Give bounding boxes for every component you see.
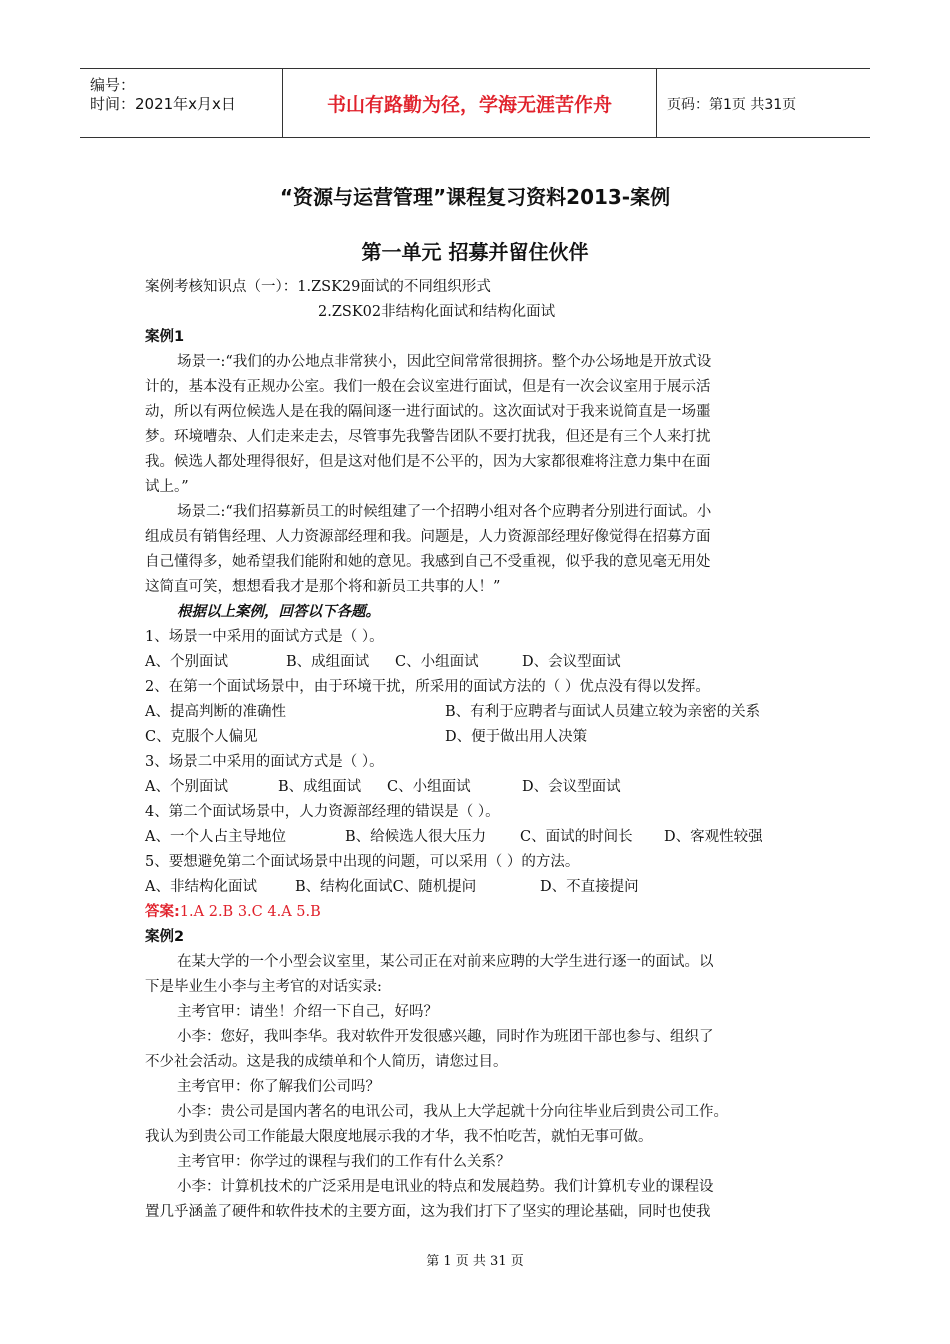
q2-option-c: C、克服个人偏见 bbox=[145, 729, 258, 745]
knowledge-point-line-2: 2.ZSK02非结构化面试和结构化面试 bbox=[318, 304, 556, 320]
document-title: “资源与运营管理”课程复习资料2013-案例 bbox=[279, 185, 671, 209]
case1-line: 自己懂得多，她希望我们能附和她的意见。我感到自己不受重视，似乎我的意见毫无用处 bbox=[145, 554, 711, 570]
q1-option-b: B、成组面试 bbox=[286, 654, 370, 670]
case2-line: 置几乎涵盖了硬件和软件技术的主要方面，这为我们打下了坚实的理论基础，同时也使我 bbox=[145, 1204, 711, 1220]
case2-line: 下是毕业生小李与主考官的对话实录: bbox=[145, 979, 382, 995]
motto: 书山有路勤为径，学海无涯苦作舟 bbox=[326, 94, 612, 116]
page-footer: 第 1 页 共 31 页 bbox=[426, 1254, 524, 1269]
instruction: 根据以上案例，回答以下各题。 bbox=[177, 604, 380, 620]
case1-line: 组成员有销售经理、人力资源部经理和我。问题是，人力资源部经理好像觉得在招募方面 bbox=[145, 529, 711, 545]
question-3: 3、场景二中采用的面试方式是（ ）。 bbox=[145, 754, 384, 770]
case2-line: 小李：计算机技术的广泛采用是电讯业的特点和发展趋势。我们计算机专业的课程设 bbox=[177, 1179, 714, 1195]
q4-option-b: B、给候选人很大压力 bbox=[345, 829, 487, 845]
case1-line: 我。候选人都处理得很好，但是这对他们是不公平的，因为大家都很难将注意力集中在面 bbox=[145, 454, 711, 470]
case2-heading: 案例2 bbox=[145, 929, 185, 945]
question-5: 5、要想避免第二个面试场景中出现的问题，可以采用（ ）的方法。 bbox=[145, 854, 580, 870]
q2-option-d: D、便于做出用人决策 bbox=[445, 729, 588, 745]
case1-line: 场景二:“我们招募新员工的时候组建了一个招聘小组对各个应聘者分别进行面试。小 bbox=[177, 504, 712, 520]
case1-line: 场景一:“我们的办公地点非常狭小，因此空间常常很拥挤。整个办公场地是开放式设 bbox=[177, 354, 712, 370]
page-info: 页码：第1页 共31页 bbox=[667, 97, 797, 113]
answer-line bbox=[145, 902, 321, 922]
case2-line: 我认为到贵公司工作能最大限度地展示我的才华，我不怕吃苦，就怕无事可做。 bbox=[145, 1129, 653, 1145]
case2-line: 主考官甲：请坐！介绍一下自己，好吗？ bbox=[177, 1004, 438, 1020]
case2-line: 主考官甲：你了解我们公司吗？ bbox=[177, 1079, 380, 1095]
page-header bbox=[80, 68, 870, 138]
case1-line: 这简直可笑，想想看我才是那个将和新员工共事的人！” bbox=[145, 579, 501, 595]
case1-heading: 案例1 bbox=[145, 329, 185, 345]
q4-option-d: D、客观性较强 bbox=[664, 829, 763, 845]
case1-line: 试上。” bbox=[145, 479, 189, 495]
q5-option-b: B、结构化面试C、随机提问 bbox=[295, 879, 477, 895]
unit-title: 第一单元 招募并留住伙伴 bbox=[361, 240, 589, 264]
case2-line: 不少社会活动。这是我的成绩单和个人简历，请您过目。 bbox=[145, 1054, 508, 1070]
case1-line: 梦。环境嘈杂、人们走来走去，尽管事先我警告团队不要打扰我，但还是有三个人来打扰 bbox=[145, 429, 711, 445]
q1-option-d: D、会议型面试 bbox=[522, 654, 621, 670]
knowledge-point-line-1: 案例考核知识点（一）：1.ZSK29面试的不同组织形式 bbox=[145, 279, 491, 295]
date-label: 时间：2021年x月x日 bbox=[90, 95, 236, 113]
case2-line: 在某大学的一个小型会议室里，某公司正在对前来应聘的大学生进行逐一的面试。以 bbox=[177, 954, 714, 970]
case1-line: 动，所以有两位候选人是在我的隔间逐一进行面试的。这次面试对于我来说简直是一场噩 bbox=[145, 404, 711, 420]
question-4: 4、第二个面试场景中，人力资源部经理的错误是（ ）。 bbox=[145, 804, 500, 820]
q1-option-c: C、小组面试 bbox=[395, 654, 479, 670]
case2-line: 小李：您好，我叫李华。我对软件开发很感兴趣，同时作为班团干部也参与、组织了 bbox=[177, 1029, 714, 1045]
case2-line: 小李：贵公司是国内著名的电讯公司，我从上大学起就十分向往毕业后到贵公司工作。 bbox=[177, 1104, 728, 1120]
case1-line: 计的，基本没有正规办公室。我们一般在会议室进行面试，但是有一次会议室用于展示活 bbox=[145, 379, 711, 395]
question-1: 1、场景一中采用的面试方式是（ ）。 bbox=[145, 629, 384, 645]
case2-line: 主考官甲：你学过的课程与我们的工作有什么关系？ bbox=[177, 1154, 511, 1170]
number-label: 编号： bbox=[90, 76, 136, 94]
q1-option-a: A、个别面试 bbox=[145, 654, 228, 670]
header-motto-cell bbox=[282, 69, 657, 137]
q4-option-a: A、一个人占主导地位 bbox=[145, 829, 286, 845]
q4-option-c: C、面试的时间长 bbox=[520, 829, 633, 845]
q3-option-a: A、个别面试 bbox=[145, 779, 228, 795]
q3-option-b: B、成组面试 bbox=[278, 779, 362, 795]
q3-option-c: C、小组面试 bbox=[387, 779, 471, 795]
answer-text: 1.A 2.B 3.C 4.A 5.B bbox=[179, 904, 321, 920]
q5-option-d: D、不直接提问 bbox=[540, 879, 639, 895]
q3-option-d: D、会议型面试 bbox=[522, 779, 621, 795]
q5-option-a: A、非结构化面试 bbox=[145, 879, 257, 895]
header-page-cell bbox=[657, 69, 870, 137]
question-2: 2、在第一个面试场景中，由于环境干扰，所采用的面试方法的（ ）优点没有得以发挥。 bbox=[145, 679, 710, 695]
q2-option-b: B、有利于应聘者与面试人员建立较为亲密的关系 bbox=[445, 704, 761, 720]
answer-label: 答案: bbox=[145, 904, 180, 920]
q2-option-a: A、提高判断的准确性 bbox=[145, 704, 286, 720]
header-meta-cell bbox=[80, 69, 282, 137]
